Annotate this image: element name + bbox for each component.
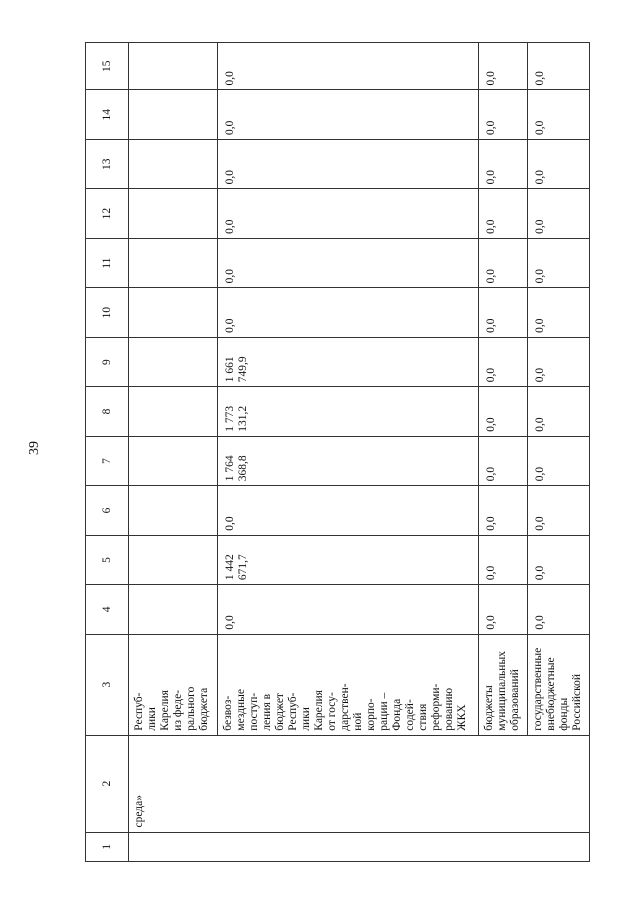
col2-cell: среда»: [129, 735, 218, 832]
value-cell: 0,0: [478, 238, 527, 287]
value-cell: 0,0: [217, 43, 478, 90]
value-cell: 0,0: [527, 90, 589, 139]
value-cell: [129, 337, 218, 386]
value-cell: 0,0: [478, 337, 527, 386]
col2-cell: [217, 735, 478, 832]
value-cell: 1 764 368,8: [217, 436, 478, 485]
value-cell: 0,0: [478, 387, 527, 436]
column-header: 6: [86, 486, 129, 535]
col2-cell: [478, 735, 527, 832]
value-cell: 0,0: [478, 436, 527, 485]
value-cell: [129, 189, 218, 238]
value-cell: 0,0: [217, 189, 478, 238]
value-cell: 0,0: [217, 288, 478, 337]
value-cell: 0,0: [527, 139, 589, 188]
value-cell: 1 442 671,7: [217, 535, 478, 584]
value-cell: 0,0: [527, 43, 589, 90]
value-cell: 0,0: [478, 139, 527, 188]
column-header: 11: [86, 238, 129, 287]
value-cell: 0,0: [527, 486, 589, 535]
value-cell: 0,0: [478, 43, 527, 90]
value-cell: 0,0: [478, 486, 527, 535]
value-cell: 0,0: [527, 535, 589, 584]
funding-source-label: Респуб- лики Карелия из феде- рального бюджета: [129, 634, 218, 735]
value-cell: [129, 238, 218, 287]
value-cell: [129, 387, 218, 436]
column-header: 14: [86, 90, 129, 139]
budget-table: [85, 42, 590, 862]
value-cell: 1 661 749,9: [217, 337, 478, 386]
column-header: 1: [86, 832, 129, 861]
value-cell: 0,0: [217, 486, 478, 535]
value-cell: 0,0: [478, 535, 527, 584]
table-row: [478, 43, 527, 862]
column-header: 7: [86, 436, 129, 485]
column-header: 15: [86, 43, 129, 90]
value-cell: 0,0: [478, 288, 527, 337]
value-cell: [129, 585, 218, 634]
col1-cell: [129, 832, 218, 861]
value-cell: 0,0: [478, 585, 527, 634]
col1-cell: [217, 832, 478, 861]
column-header: 12: [86, 189, 129, 238]
column-header: 2: [86, 735, 129, 832]
column-header: 13: [86, 139, 129, 188]
value-cell: 1 773 131,2: [217, 387, 478, 436]
value-cell: 0,0: [217, 585, 478, 634]
value-cell: [129, 486, 218, 535]
value-cell: [129, 90, 218, 139]
value-cell: [129, 288, 218, 337]
table-row: [217, 43, 478, 862]
column-header: 10: [86, 288, 129, 337]
table-row: [527, 43, 589, 862]
column-header: 5: [86, 535, 129, 584]
column-header: 4: [86, 585, 129, 634]
value-cell: 0,0: [527, 585, 589, 634]
funding-source-label: бюджеты муниципальных образований: [478, 634, 527, 735]
table-row: [129, 43, 218, 862]
column-header: 9: [86, 337, 129, 386]
value-cell: [129, 535, 218, 584]
value-cell: 0,0: [527, 436, 589, 485]
value-cell: 0,0: [527, 387, 589, 436]
rotated-table-area: [85, 42, 590, 862]
col2-cell: [527, 735, 589, 832]
value-cell: [129, 436, 218, 485]
value-cell: 0,0: [217, 90, 478, 139]
col1-cell: [527, 832, 589, 861]
value-cell: 0,0: [217, 238, 478, 287]
column-header: 8: [86, 387, 129, 436]
value-cell: 0,0: [478, 90, 527, 139]
column-header: 3: [86, 634, 129, 735]
value-cell: [129, 43, 218, 90]
value-cell: 0,0: [527, 238, 589, 287]
value-cell: 0,0: [217, 139, 478, 188]
value-cell: 0,0: [478, 189, 527, 238]
page-number: 39: [27, 441, 42, 455]
value-cell: 0,0: [527, 189, 589, 238]
col1-cell: [478, 832, 527, 861]
value-cell: 0,0: [527, 288, 589, 337]
value-cell: 0,0: [527, 337, 589, 386]
funding-source-label: безвоз- мездные поступ- ления в бюджет Респуб- лики Карелия от госу- дарствен- ной корпо- рации – Фонда содей- ствия реформи- рованию ЖКХ: [217, 634, 478, 735]
value-cell: [129, 139, 218, 188]
funding-source-label: государственные внебюджетные фонды Российской: [527, 634, 589, 735]
